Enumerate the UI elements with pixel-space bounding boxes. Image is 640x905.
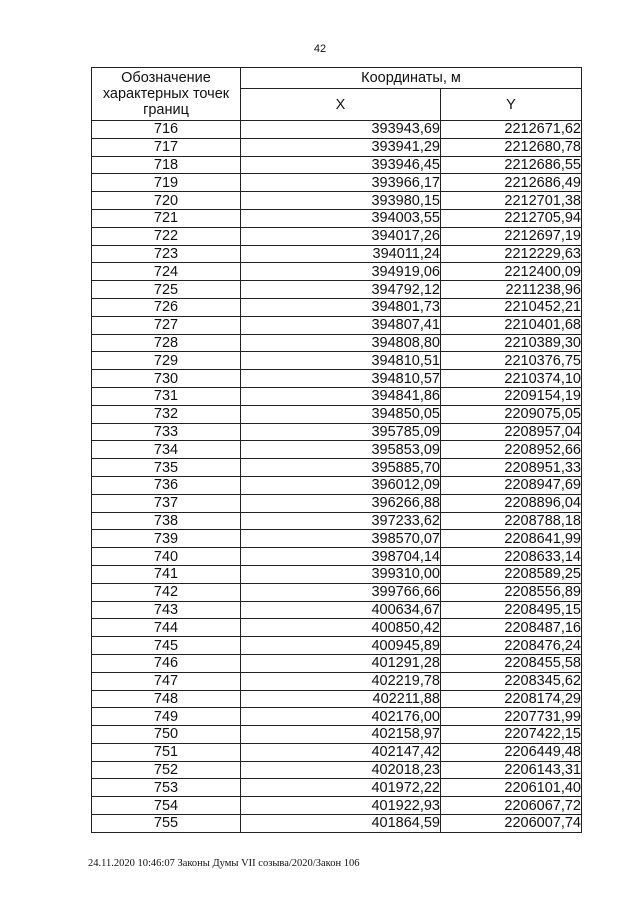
point-number-cell: 718	[92, 156, 241, 174]
x-coordinate-cell: 394810,51	[241, 352, 441, 370]
table-row	[92, 138, 582, 156]
x-coordinate-cell: 396012,09	[241, 476, 441, 494]
y-coordinate-cell: 2206143,31	[441, 761, 582, 779]
y-coordinate-cell: 2212686,49	[441, 174, 582, 192]
table-row	[92, 441, 582, 459]
point-number-cell: 755	[92, 815, 241, 833]
y-coordinate-cell: 2208641,99	[441, 530, 582, 548]
x-coordinate-cell: 401922,93	[241, 797, 441, 815]
x-coordinate-cell: 394919,06	[241, 263, 441, 281]
point-number-cell: 721	[92, 209, 241, 227]
y-coordinate-cell: 2207731,99	[441, 708, 582, 726]
table-row	[92, 583, 582, 601]
table-row	[92, 227, 582, 245]
y-coordinate-cell: 2208345,62	[441, 672, 582, 690]
table-row	[92, 459, 582, 477]
table-row	[92, 352, 582, 370]
y-coordinate-cell: 2208174,29	[441, 690, 582, 708]
point-number-cell: 747	[92, 672, 241, 690]
x-coordinate-cell: 396266,88	[241, 494, 441, 512]
x-coordinate-cell: 402176,00	[241, 708, 441, 726]
x-coordinate-cell: 395853,09	[241, 441, 441, 459]
x-coordinate-cell: 401972,22	[241, 779, 441, 797]
table-row	[92, 245, 582, 263]
y-coordinate-cell: 2211238,96	[441, 281, 582, 299]
footer-stamp: 24.11.2020 10:46:07 Законы Думы VII созыва/2020/Закон 106	[88, 858, 360, 869]
y-coordinate-cell: 2210374,10	[441, 370, 582, 388]
x-coordinate-cell: 401291,28	[241, 654, 441, 672]
header-coordinates: Координаты, м	[241, 68, 582, 89]
y-coordinate-cell: 2208951,33	[441, 459, 582, 477]
table-row	[92, 263, 582, 281]
table-row	[92, 476, 582, 494]
table-row	[92, 726, 582, 744]
point-number-cell: 727	[92, 316, 241, 334]
x-coordinate-cell: 393941,29	[241, 138, 441, 156]
table-row	[92, 761, 582, 779]
table-row	[92, 423, 582, 441]
table-row	[92, 281, 582, 299]
x-coordinate-cell: 399766,66	[241, 583, 441, 601]
point-number-cell: 743	[92, 601, 241, 619]
y-coordinate-cell: 2209075,05	[441, 405, 582, 423]
table-row	[92, 298, 582, 316]
point-number-cell: 742	[92, 583, 241, 601]
point-number-cell: 744	[92, 619, 241, 637]
y-coordinate-cell: 2209154,19	[441, 387, 582, 405]
table-row	[92, 779, 582, 797]
x-coordinate-cell: 394841,86	[241, 387, 441, 405]
y-coordinate-cell: 2208589,25	[441, 565, 582, 583]
y-coordinate-cell: 2212400,09	[441, 263, 582, 281]
y-coordinate-cell: 2210376,75	[441, 352, 582, 370]
table-row	[92, 209, 582, 227]
table-row	[92, 815, 582, 833]
x-coordinate-cell: 398704,14	[241, 548, 441, 566]
x-coordinate-cell: 402147,42	[241, 743, 441, 761]
point-number-cell: 731	[92, 387, 241, 405]
y-coordinate-cell: 2208556,89	[441, 583, 582, 601]
x-coordinate-cell: 393980,15	[241, 192, 441, 210]
header-point-designation: Обозначение характерных точек границ	[92, 68, 241, 121]
table-row	[92, 672, 582, 690]
y-coordinate-cell: 2206067,72	[441, 797, 582, 815]
table-row	[92, 370, 582, 388]
table-row	[92, 619, 582, 637]
table-row	[92, 494, 582, 512]
point-number-cell: 753	[92, 779, 241, 797]
y-coordinate-cell: 2208952,66	[441, 441, 582, 459]
point-number-cell: 739	[92, 530, 241, 548]
y-coordinate-cell: 2210401,68	[441, 316, 582, 334]
point-number-cell: 737	[92, 494, 241, 512]
point-number-cell: 746	[92, 654, 241, 672]
table-row	[92, 565, 582, 583]
x-coordinate-cell: 394011,24	[241, 245, 441, 263]
point-number-cell: 735	[92, 459, 241, 477]
y-coordinate-cell: 2212229,63	[441, 245, 582, 263]
x-coordinate-cell: 402018,23	[241, 761, 441, 779]
x-coordinate-cell: 393946,45	[241, 156, 441, 174]
point-number-cell: 725	[92, 281, 241, 299]
x-coordinate-cell: 398570,07	[241, 530, 441, 548]
point-number-cell: 728	[92, 334, 241, 352]
table-row	[92, 690, 582, 708]
table-row	[92, 654, 582, 672]
point-number-cell: 726	[92, 298, 241, 316]
table-row	[92, 174, 582, 192]
y-coordinate-cell: 2208495,15	[441, 601, 582, 619]
x-coordinate-cell: 394808,80	[241, 334, 441, 352]
point-number-cell: 730	[92, 370, 241, 388]
header-y: Y	[441, 89, 582, 121]
x-coordinate-cell: 394850,05	[241, 405, 441, 423]
x-coordinate-cell: 400945,89	[241, 637, 441, 655]
y-coordinate-cell: 2212686,55	[441, 156, 582, 174]
y-coordinate-cell: 2208455,58	[441, 654, 582, 672]
x-coordinate-cell: 400634,67	[241, 601, 441, 619]
x-coordinate-cell: 397233,62	[241, 512, 441, 530]
y-coordinate-cell: 2212697,19	[441, 227, 582, 245]
x-coordinate-cell: 393966,17	[241, 174, 441, 192]
table-row	[92, 192, 582, 210]
coordinates-table	[91, 67, 582, 833]
y-coordinate-cell: 2208476,24	[441, 637, 582, 655]
y-coordinate-cell: 2206007,74	[441, 815, 582, 833]
point-number-cell: 734	[92, 441, 241, 459]
point-number-cell: 723	[92, 245, 241, 263]
y-coordinate-cell: 2212701,38	[441, 192, 582, 210]
y-coordinate-cell: 2208947,69	[441, 476, 582, 494]
page-number: 42	[313, 43, 327, 55]
point-number-cell: 724	[92, 263, 241, 281]
table-row	[92, 316, 582, 334]
table-body	[92, 121, 582, 833]
table-row	[92, 121, 582, 139]
y-coordinate-cell: 2206101,40	[441, 779, 582, 797]
point-number-cell: 732	[92, 405, 241, 423]
x-coordinate-cell: 395885,70	[241, 459, 441, 477]
x-coordinate-cell: 394810,57	[241, 370, 441, 388]
table-row	[92, 405, 582, 423]
table-row	[92, 797, 582, 815]
y-coordinate-cell: 2210452,21	[441, 298, 582, 316]
point-number-cell: 719	[92, 174, 241, 192]
y-coordinate-cell: 2208896,04	[441, 494, 582, 512]
table-row	[92, 637, 582, 655]
x-coordinate-cell: 401864,59	[241, 815, 441, 833]
point-number-cell: 751	[92, 743, 241, 761]
point-number-cell: 738	[92, 512, 241, 530]
y-coordinate-cell: 2212680,78	[441, 138, 582, 156]
header-x: X	[241, 89, 441, 121]
point-number-cell: 720	[92, 192, 241, 210]
x-coordinate-cell: 394792,12	[241, 281, 441, 299]
table-row	[92, 387, 582, 405]
x-coordinate-cell: 394807,41	[241, 316, 441, 334]
y-coordinate-cell: 2212671,62	[441, 121, 582, 139]
y-coordinate-cell: 2208957,04	[441, 423, 582, 441]
table-row	[92, 156, 582, 174]
x-coordinate-cell: 402158,97	[241, 726, 441, 744]
point-number-cell: 722	[92, 227, 241, 245]
point-number-cell: 736	[92, 476, 241, 494]
y-coordinate-cell: 2207422,15	[441, 726, 582, 744]
point-number-cell: 750	[92, 726, 241, 744]
point-number-cell: 745	[92, 637, 241, 655]
point-number-cell: 741	[92, 565, 241, 583]
table-row	[92, 530, 582, 548]
x-coordinate-cell: 400850,42	[241, 619, 441, 637]
x-coordinate-cell: 395785,09	[241, 423, 441, 441]
point-number-cell: 717	[92, 138, 241, 156]
point-number-cell: 748	[92, 690, 241, 708]
y-coordinate-cell: 2208788,18	[441, 512, 582, 530]
table-row	[92, 743, 582, 761]
table-row	[92, 334, 582, 352]
table-row	[92, 601, 582, 619]
point-number-cell: 749	[92, 708, 241, 726]
x-coordinate-cell: 399310,00	[241, 565, 441, 583]
x-coordinate-cell: 402219,78	[241, 672, 441, 690]
y-coordinate-cell: 2210389,30	[441, 334, 582, 352]
table-row	[92, 512, 582, 530]
x-coordinate-cell: 394801,73	[241, 298, 441, 316]
point-number-cell: 716	[92, 121, 241, 139]
table-row	[92, 708, 582, 726]
x-coordinate-cell: 393943,69	[241, 121, 441, 139]
y-coordinate-cell: 2212705,94	[441, 209, 582, 227]
point-number-cell: 733	[92, 423, 241, 441]
table-row	[92, 548, 582, 566]
point-number-cell: 752	[92, 761, 241, 779]
x-coordinate-cell: 394017,26	[241, 227, 441, 245]
y-coordinate-cell: 2206449,48	[441, 743, 582, 761]
point-number-cell: 729	[92, 352, 241, 370]
y-coordinate-cell: 2208487,16	[441, 619, 582, 637]
point-number-cell: 754	[92, 797, 241, 815]
y-coordinate-cell: 2208633,14	[441, 548, 582, 566]
point-number-cell: 740	[92, 548, 241, 566]
x-coordinate-cell: 394003,55	[241, 209, 441, 227]
x-coordinate-cell: 402211,88	[241, 690, 441, 708]
